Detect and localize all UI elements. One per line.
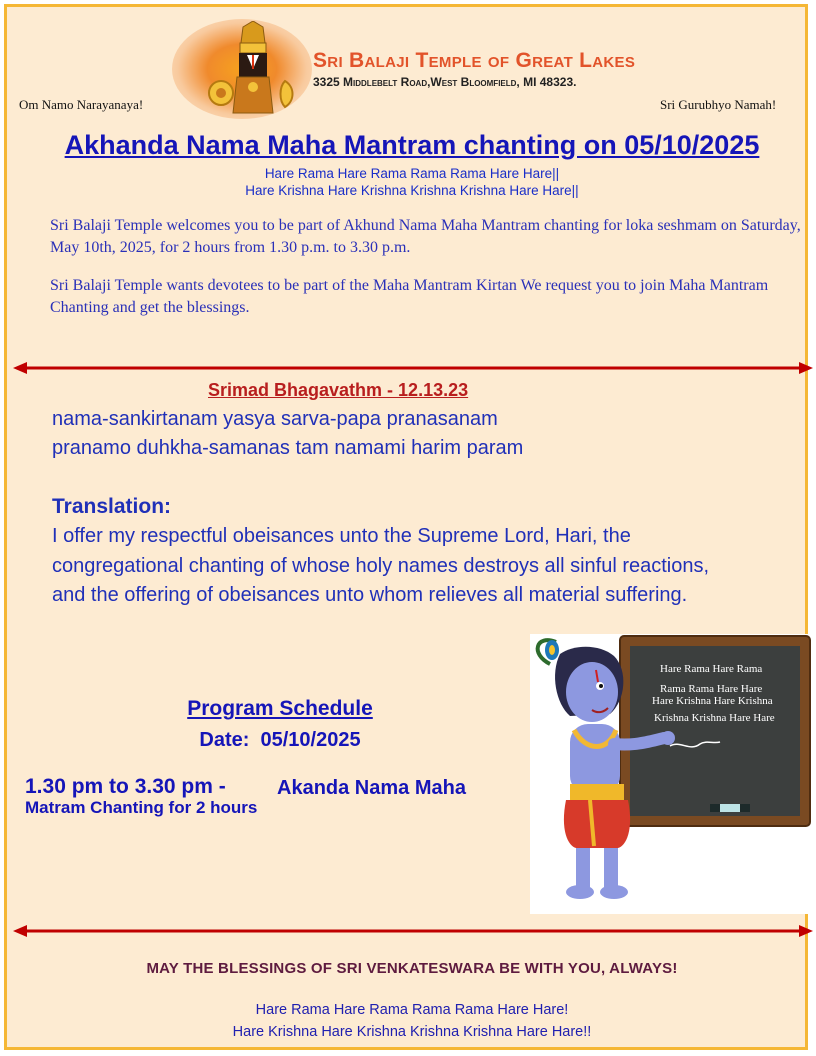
schedule-activity-line-1: Akanda Nama Maha (277, 777, 466, 799)
event-title: Akhanda Nama Maha Mantram chanting on 05/10/2025 (64, 130, 760, 160)
translation-text: I offer my respectful obeisances unto the Supreme Lord, Hari, the congregational chanting of whose holy names destroys all sinful reactions, and the offering of obeisances unto whom relieves all material suffering. (52, 525, 710, 606)
footer-mantra-line-2: Hare Krishna Hare Krishna Krishna Krishna Hare Hare!! (232, 1024, 592, 1040)
temple-name: Sri Balaji Temple of Great Lakes (313, 49, 636, 72)
right-salutation: Sri Gurubhyo Namah! (660, 97, 777, 112)
verse-line-1: nama-sankirtanam yasya sarva-papa pranasanam (52, 408, 498, 430)
header-mantra-line-1: Hare Rama Hare Rama Rama Rama Hare Hare|| (264, 166, 560, 181)
krishna-chalkboard-illustration (530, 634, 812, 914)
chalkboard-line-4: Krishna Krishna Hare Hare (654, 712, 775, 724)
schedule-time: 1.30 pm to 3.30 pm - (25, 775, 226, 798)
chalkboard-line-1: Hare Rama Hare Rama (660, 663, 763, 675)
left-salutation: Om Namo Narayanaya! (19, 97, 144, 112)
schedule-heading: Program Schedule (187, 697, 373, 720)
chalkboard-line-3: Hare Krishna Hare Krishna (652, 695, 773, 707)
event-description-paragraph-2: Sri Balaji Temple wants devotees to be part of the Maha Mantram Kirtan We request you to join Maha Mantram Chanting and get the blessings. (50, 277, 769, 316)
flyer-page (4, 4, 808, 1050)
header-mantra-line-2: Hare Krishna Hare Krishna Krishna Krishna Hare Hare|| (245, 183, 579, 198)
temple-address: 3325 Middlebelt Road,West Bloomfield, MI 48323. (313, 75, 577, 89)
chalkboard-line-2: Rama Rama Hare Hare (660, 683, 763, 695)
schedule-date: Date: 05/10/2025 (199, 729, 361, 751)
event-description-paragraph-1: Sri Balaji Temple welcomes you to be part of Akhund Nama Maha Mantram chanting for loka seshmam on Saturday, May 10th, 2025, for 2 hours from 1.30 p.m. to 3.30 p.m. (50, 217, 801, 256)
verse-line-2: pranamo duhkha-samanas tam namami harim param (52, 437, 524, 459)
footer-separator-arrow (13, 924, 813, 938)
balaji-deity-logo-icon (203, 21, 303, 117)
translation-heading: Translation: (52, 495, 172, 518)
footer-mantra-line-1: Hare Rama Hare Rama Rama Rama Hare Hare! (255, 1002, 569, 1018)
blessing-message: MAY THE BLESSINGS OF SRI VENKATESWARA BE WITH YOU, ALWAYS! (146, 960, 678, 977)
scripture-title: Srimad Bhagavathm - 12.13.23 (208, 380, 469, 400)
schedule-activity-line-2: Matram Chanting for 2 hours (25, 798, 258, 817)
section-separator-arrow (13, 361, 813, 375)
